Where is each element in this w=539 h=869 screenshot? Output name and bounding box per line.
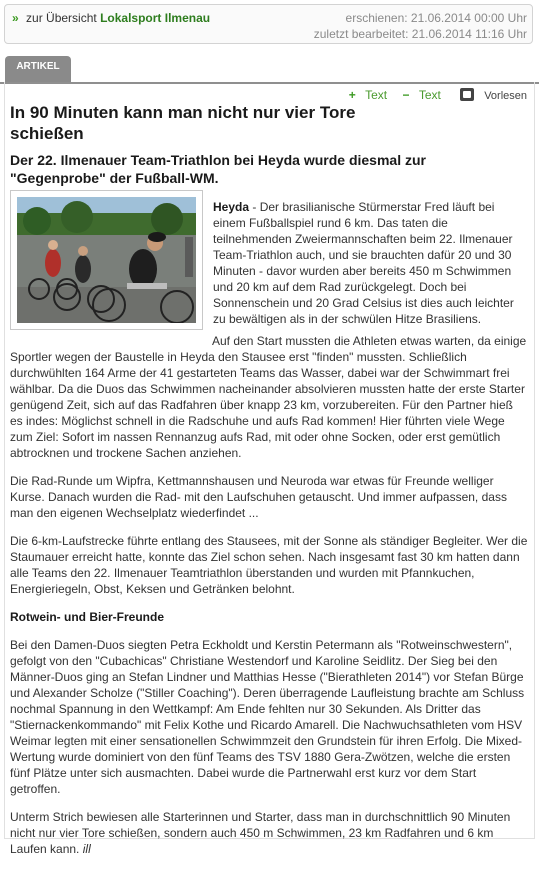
edited-date: zuletzt bearbeitet: 21.06.2014 11:16 Uhr <box>313 27 527 41</box>
breadcrumb <box>12 11 210 25</box>
tab-bar <box>0 56 539 84</box>
read-aloud-label: Vorlesen <box>484 90 527 102</box>
paragraph-1 <box>10 333 528 461</box>
minus-icon: − <box>402 88 410 102</box>
cyclists-image <box>17 197 196 323</box>
tab-artikel[interactable]: ARTIKEL <box>5 56 71 82</box>
article-lead <box>213 199 528 327</box>
paragraph-5 <box>10 809 528 857</box>
section-heading <box>10 609 528 625</box>
published-date: erschienen: 21.06.2014 00:00 Uhr <box>345 11 527 25</box>
article-dates <box>314 10 527 42</box>
paragraph-5-text: Unterm Strich bewiesen alle Starterinnen und Starter, dass man in durchschnittlich 90 Minuten nicht nur vier Tore schießen, sondern auch 450 m Schwimmen, 23 km Radfahren und 6 km Laufen kann. <box>10 810 511 856</box>
article-title: In 90 Minuten kann man nicht nur vier Tore schießen <box>10 103 356 143</box>
speaker-icon <box>460 88 474 101</box>
increase-text-label: Text <box>365 88 388 102</box>
read-aloud-button[interactable] <box>454 90 527 102</box>
article-body <box>10 333 528 869</box>
plus-icon: + <box>348 88 356 102</box>
article-photo[interactable] <box>10 190 203 330</box>
decrease-text-button[interactable] <box>396 88 440 102</box>
article-subtitle: Der 22. Ilmenauer Team-Triathlon bei Heyda wurde diesmal zur "Gegenprobe" der Fußball-WM. <box>10 152 426 186</box>
paragraph-3: Die 6-km-Laufstrecke führte entlang des Stausees, mit der Sonne als ständiger Begleiter. Wer die Staumauer erreicht hatte, konnte das Ziel schon sehen. Nach insgesamt fast 30 km hatten dann alle Teams den 22. Ilmenauer Teamtriathlon überstanden und wurden mit Pfannkuchen, Energieriegeln, Obst, Keksen und Getränken belohnt. <box>10 534 528 596</box>
text-tools <box>337 88 527 102</box>
breadcrumb-bar <box>4 4 533 44</box>
increase-text-button[interactable] <box>343 88 387 102</box>
decrease-text-label: Text <box>418 88 441 102</box>
chevron-right-icon: » <box>12 11 19 25</box>
lead-place: Heyda <box>213 200 250 214</box>
paragraph-4: Bei den Damen-Duos siegten Petra Eckholdt und Kerstin Petermann als "Rotweinschwestern", gefolgt von den "Cubachicas" Christiane Westendorf und Karoline Seidlitz. Der Sieg bei den Männer-Duos ging an Stefan Lindner und Matthias Hesse ("Bierathleten 2014") vor Stefan Bürge und Alexander Scholze ("Stiller Coaching"). Deren überragende Laufleistung brachte am Schluss nochmal Spannung in den Wettkampf: Am Ende fehlten nur 30 Sekunden. Als Dritter das "Stiernackenkommando" mit Felix Kothe und Ricardo Amarell. Die Nachwuchsathleten vom HSV Weimar legten mit einer sensationellen Schwimmzeit den Grundstein für ihren Erfolg. Die Mixed-Wertung wurde dominiert von den fünf Teams des TSV 1880 Gera-Zwötzen, welche die ersten fünf Plätze unter sich ausmachten. Dabei wurde die Partnerwahl erst kurz vor dem Start getroffen. <box>10 638 525 796</box>
paragraph-2: Die Rad-Runde um Wipfra, Kettmannshausen und Neuroda war etwas für Freunde welliger Kurse. Danach wurden die Rad- mit den Laufschuhen getauscht. Und immer aufpassen, dass man den eigenen Wechselplatz wiederfindet ... <box>10 474 507 520</box>
lead-text: - Der brasilianische Stürmerstar Fred läuft bei einem Fußballspiel rund 6 km. Das taten die teilnehmenden Zweiermannschaften beim 22. Ilmenauer Team-Triathlon auch, und sie brauchten dafür 20 und 30 Minuten - davor wurden aber bereits 450 m Schwimmen und 20 km auf dem Rad zurückgelegt. Doch bei Sonnenschein und 20 Grad Celsius ist dies auch leichter zu bewältigen als in der schwülen Hitze Brasiliens. <box>213 200 514 326</box>
breadcrumb-link-lokalsport[interactable]: Lokalsport Ilmenau <box>100 11 211 25</box>
section-heading-text: Rotwein- und Bier-Freunde <box>10 610 164 624</box>
paragraph-1-text: Auf den Start mussten die Athleten etwas warten, da einige Sportler wegen der Baustelle in Heyda den Stausee erst "finden" mussten. Schließlich durchwühlten 164 Arme der 41 gestarteten Teams das Wasser, dabei war der Schwimmart frei wählbar. Da die Duos das Schwimmen nacheinander absolvieren mussten hatte der erste Starter genügend Zeit, sich auf das Radfahren über knapp 23 km, vorzubereiten. Für den Partner hieß es indes: Möglichst schnell in die Radschuhe und aufs Rad kommen! Hier führten viele Wege zum Ziel: Sofort im nassen Rennanzug aufs Rad, mit oder ohne Socken, oder erst gemütlich abtrocknen und trockene Sachen anziehen. <box>10 334 527 460</box>
breadcrumb-prefix: zur Übersicht <box>26 11 97 25</box>
author-signature: ill <box>82 842 91 856</box>
